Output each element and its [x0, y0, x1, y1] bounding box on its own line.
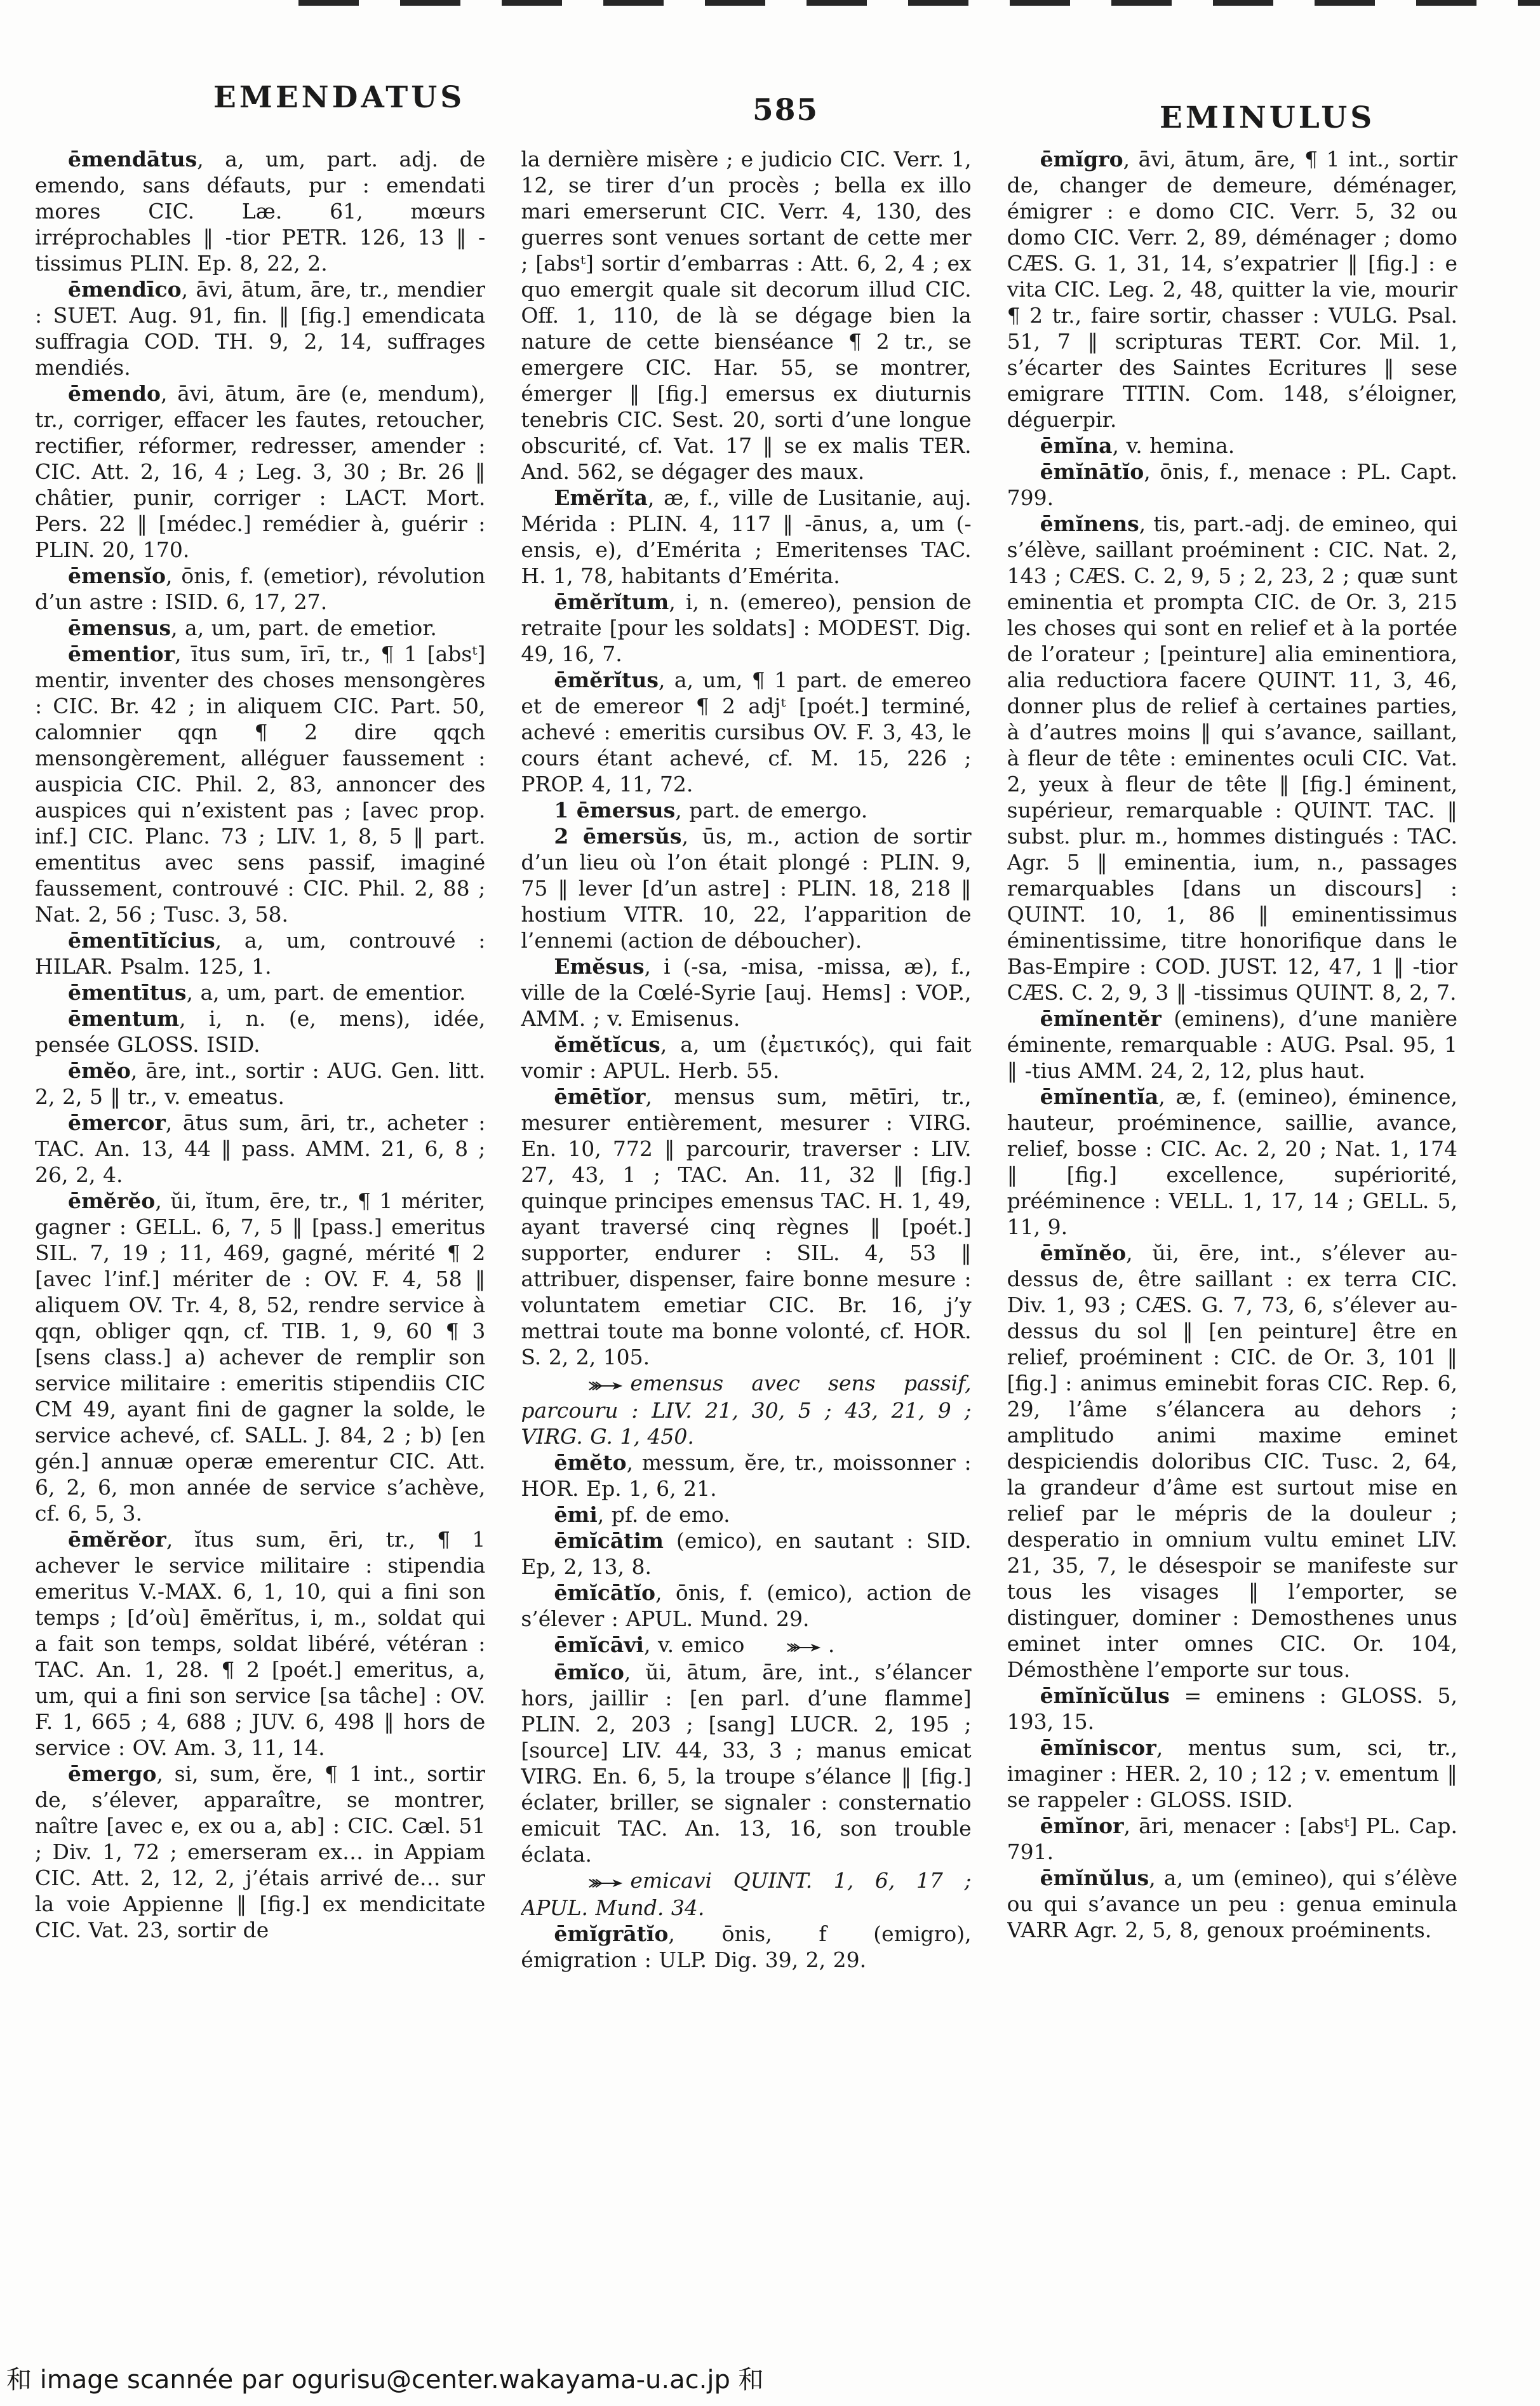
- entry-text: , mensus sum, mētīri, tr., mesurer entièrement, mesurer : VIRG. En. 10, 772 ‖ parcourir, traverser : LIV. 27, 43, 1 ; TAC. An. 11, 32 ‖ [fig.] quinque principes emensus TAC. H. 1, 49, ayant traversé cinq règnes ‖ [poét.] supporter, endurer : SIL. 4, 53 ‖ attribuer, dispenser, faire bonne mesure : voluntatem emetiar CIC. Br. 16, j’y mettrai toute ma bonne volonté, cf. HOR. S. 2, 2, 105.: [521, 1084, 972, 1369]
- headword: ēmĭnentĕr: [1040, 1006, 1162, 1031]
- headword: Emĕsus: [554, 954, 645, 979]
- dictionary-entry: [521, 797, 971, 823]
- dictionary-entry: [1007, 146, 1457, 433]
- derivation-arrow-icon: [753, 1633, 822, 1659]
- entry-text: , ūs, m., action de sortir d’un lieu où l’on était plongé : PLIN. 9, 75 ‖ lever [d’un astre] : PLIN. 18, 218 ‖ hostium VITR. 10, 22, l’apparition de l’ennemi (action de déboucher).: [521, 824, 972, 953]
- entry-text: , ŭi, ātum, āre, int., s’élancer hors, jaillir : [en parl. d’une flamme] PLIN. 2, 203 ; [sang] LUCR. 2, 195 ; [source] LIV. 44, 33, 3 ; manus emicat VIRG. En. 6, 5, la troupe s’élance ‖ [fig.] éclater, briller, se signaler : consternatio emicuit TAC. An. 13, 16, son trouble éclata.: [521, 1660, 972, 1867]
- headword: 1 ēmersus: [554, 798, 676, 823]
- entry-text: , tis, part.-adj. de emineo, qui s’élève, saillant proéminent : CIC. Nat. 2, 143 ; CÆS. C. 2, 9, 5 ; 2, 23, 2 ; quæ sunt eminentia et prompta CIC. de Or. 3, 215 les choses qui sont en relief et à la portée de l’orateur ; [peinture] alia eminentiora, alia reductiora facere QUINT. 11, 3, 46, donner plus de relief à certaines parties, à d’autres moins ‖ qui s’avance, saillant, à fleur de tête : eminentes oculi CIC. Vat. 2, yeux à fleur de tête ‖ [fig.] éminent, supérieur, remarquable : QUINT. TAC. ‖ subst. plur. m., hommes distingués : TAC. Agr. 5 ‖ eminentia, ium, n., passages remarquables [dans un discours] : QUINT. 10, 1, 86 ‖ eminentissimus éminentissime, titre honorifique dans le Bas-Empire : COD. JUST. 12, 47, 1 ‖ -tior CÆS. C. 2, 9, 3 ‖ -tissimus QUINT. 8, 2, 7.: [1007, 511, 1457, 1005]
- page-footer: [6, 2360, 764, 2396]
- dictionary-entry: [521, 589, 971, 667]
- headword: ēmĭnŭlus: [1040, 1865, 1149, 1890]
- headword: ēmĕrĕo: [68, 1188, 156, 1213]
- headword: ēmi: [554, 1502, 598, 1527]
- headword: ēmĭnĕo: [1040, 1240, 1127, 1265]
- entry-text: , i, n. (emereo), pension de retraite [pour les soldats] : MODEST. Dig. 49, 16, 7.: [521, 589, 972, 666]
- scan-credit: 和 image scannée par ogurisu@center.wakayama-u.ac.jp 和: [6, 2365, 764, 2395]
- dictionary-entry: [35, 146, 485, 276]
- headword: ēmergo: [68, 1761, 157, 1786]
- derived-forms-note: [521, 1370, 971, 1449]
- headword: ēmĭcātĭo: [554, 1580, 656, 1605]
- headword: ēmĕrĭtus: [554, 668, 659, 692]
- entry-text: la dernière misère ; e judicio CIC. Verr. 1, 12, se tirer d’un procès ; bella ex illo mari emerserunt CIC. Verr. 4, 130, des guerres sont venues sortant de cette mer ; [absᵗ] sortir d’embarras : Att. 6, 2, 4 ; ex quo emergit quale sit decorum illud CIC. Off. 1, 110, de là se dégage bien la nature de cette bienséance ¶ 2 tr., se emergere CIC. Har. 55, se montrer, émerger ‖ [fig.] emersus ex diuturnis tenebris CIC. Sest. 20, sorti d’une longue obscurité, cf. Vat. 17 ‖ se ex malis TER. And. 562, se dégager des maux.: [521, 147, 972, 484]
- entry-text: = eminens : GLOSS. 5, 193, 15.: [1007, 1683, 1457, 1734]
- dictionary-entry: [521, 1659, 971, 1867]
- entry-text: , āre, int., sortir : AUG. Gen. litt. 2, 2, 5 ‖ tr., v. emeatus.: [35, 1058, 486, 1109]
- headword: ēmĭgro: [1040, 147, 1123, 171]
- dictionary-entry: [521, 823, 971, 953]
- headword: ēmĕrĭtum: [554, 589, 669, 614]
- entry-text: , ōnis, f. (emico), action de s’élever : APUL. Mund. 29.: [521, 1580, 972, 1631]
- headword: ēmĕrĕor: [68, 1527, 166, 1552]
- entry-text: , a, um, part. adj. de emendo, sans défauts, pur : emendati mores CIC. Læ. 61, mœurs irréprochables ‖ -tior PETR. 126, 13 ‖ -tissimus PLIN. Ep. 8, 22, 2.: [35, 147, 486, 276]
- dictionary-entry: [521, 953, 971, 1032]
- headword: ēmĭnens: [1040, 511, 1139, 536]
- dictionary-entry: [521, 667, 971, 797]
- entry-text: , ĭtus sum, ēri, tr., ¶ 1 achever le service militaire : stipendia emeritus V.-MAX. 6, 1, 10, qui a fini son temps ; [d’où] ēmĕrĭtus, i, m., soldat qui a fait son temps, soldat libéré, vétéran : TAC. An. 1, 28. ¶ 2 [poét.] emeritus, a, um, qui a fini son service [sa tâche] : OV. F. 1, 665 ; 4, 688 ; JUV. 6, 498 ‖ hors de service : OV. Am. 3, 11, 14.: [35, 1527, 486, 1760]
- dictionary-entry: [1007, 1813, 1457, 1865]
- derivation-arrow-icon: [555, 1371, 624, 1397]
- dictionary-entry: [521, 485, 971, 589]
- dictionary-entry: [1007, 1683, 1457, 1735]
- dictionary-entry: [35, 979, 485, 1005]
- entry-text: , ōnis, f., menace : PL. Capt. 799.: [1007, 459, 1457, 510]
- headword: ēmĕo: [68, 1058, 131, 1083]
- entry-text: , i (-sa, -misa, -missa, æ), f., ville de la Cœlé-Syrie [auj. Hems] : VOP., AMM. ; v. Emisenus.: [521, 954, 972, 1031]
- headword: ēmĭnātĭo: [1040, 459, 1144, 484]
- dictionary-entry: [35, 927, 485, 979]
- dictionary-entry: [35, 276, 485, 380]
- entry-text: (emico), en sautant : SID. Ep, 2, 13, 8.: [521, 1528, 972, 1579]
- headword: ēmĭco: [554, 1660, 624, 1684]
- entry-text: , a, um, part. de emetior.: [171, 615, 437, 640]
- headword: ēmĭnentĭa: [1040, 1084, 1159, 1109]
- entry-text: , mentus sum, sci, tr., imaginer : HER. 2, 10 ; 12 ; v. ementum ‖ se rappeler : GLOSS. ISID.: [1007, 1735, 1457, 1812]
- dictionary-entry: [1007, 1735, 1457, 1813]
- dictionary-entry: [1007, 1240, 1457, 1683]
- headword: ēmercor: [68, 1110, 166, 1135]
- entry-text: , a, um, controuvé : HILAR. Psalm. 125, 1.: [35, 928, 486, 979]
- entry-text: , messum, ĕre, tr., moissonner : HOR. Ep. 1, 6, 21.: [521, 1450, 972, 1501]
- entry-text: , si, sum, ĕre, ¶ 1 int., sortir de, s’élever, apparaître, se montrer, naître [avec e, ex ou a, ab] : CIC. Cæl. 51 ; Div. 1, 72 ; emerseram ex… in Appiam CIC. Att. 2, 12, 2, j’étais arrivé de… sur la voie Appienne ‖ [fig.] ex mendicitate CIC. Vat. 23, sortir de: [35, 1761, 486, 1942]
- entry-text: , āvi, ātum, āre, tr., mendier : SUET. Aug. 91, fin. ‖ [fig.] emendicata suffragia COD. TH. 9, 2, 14, suffrages mendiés.: [35, 277, 486, 380]
- page-header: [0, 0, 1540, 146]
- column-1: [35, 146, 485, 2268]
- entry-text: , āvi, ātum, āre, ¶ 1 int., sortir de, changer de demeure, déménager, émigrer : e domo CIC. Verr. 5, 32 ou domo CIC. Verr. 2, 89, déménager ; domo CÆS. G. 1, 31, 14, s’expatrier ‖ [fig.] : e vita CIC. Leg. 2, 48, quitter la vie, mourir ¶ 2 tr., faire sortir, chasser : VULG. Psal. 51, 7 ‖ scripturas TERT. Cor. Mil. 1, s’écarter des Saintes Ecritures ‖ sese emigrare TITIN. Com. 148, s’éloigner, déguerpir.: [1007, 147, 1457, 432]
- headword: ēmĭnĭcŭlus: [1040, 1683, 1170, 1708]
- headword: ēmĭna: [1040, 433, 1113, 458]
- dictionary-entry: [35, 1005, 485, 1058]
- dictionary-entry: [521, 1580, 971, 1632]
- column-2: [521, 146, 971, 2268]
- dictionary-entry: [521, 1528, 971, 1580]
- dictionary-entry: [521, 1502, 971, 1528]
- entry-text: emicavi QUINT. 1, 6, 17 ; APUL. Mund. 34.: [521, 1868, 972, 1920]
- dictionary-entry: [35, 1188, 485, 1526]
- entry-text: , ōnis, f. (emetior), révolution d’un astre : ISID. 6, 17, 27.: [35, 563, 486, 614]
- column-3: [1007, 146, 1457, 2268]
- entry-text: , ātus sum, āri, tr., acheter : TAC. An. 13, 44 ‖ pass. AMM. 21, 6, 8 ; 26, 2, 4.: [35, 1110, 486, 1187]
- dictionary-entry: [1007, 511, 1457, 1005]
- dictionary-entry: [35, 1058, 485, 1110]
- entry-text: , āri, menacer : [absᵗ] PL. Cap. 791.: [1007, 1813, 1457, 1864]
- dictionary-entry: [35, 1761, 485, 1943]
- dictionary-entry: [35, 641, 485, 927]
- dictionary-entry: [1007, 433, 1457, 459]
- entry-text: , v. hemina.: [1112, 433, 1235, 458]
- headword: ēmensus: [68, 615, 171, 640]
- headword: ēmensĭo: [68, 563, 166, 588]
- headword: ēmĕto: [554, 1450, 627, 1475]
- entry-text: , v. emico: [643, 1632, 752, 1657]
- headword: ēmendīco: [68, 277, 182, 302]
- dictionary-entry: [35, 380, 485, 563]
- entry-text: , ōnis, f (emigro), émigration : ULP. Dig. 39, 2, 29.: [521, 1921, 972, 1972]
- columns: [35, 146, 1457, 2268]
- headword: ēmendātus: [68, 147, 198, 171]
- dictionary-entry: [521, 1032, 971, 1084]
- headword: ēmentum: [68, 1006, 180, 1031]
- entry-text: , a, um, part. de ementior.: [186, 980, 466, 1005]
- dictionary-entry: [521, 1449, 971, 1502]
- headword: ēmentior: [68, 642, 175, 666]
- entry-text: emensus avec sens passif, parcouru : LIV. 21, 30, 5 ; 43, 21, 9 ; VIRG. G. 1, 450.: [521, 1371, 972, 1449]
- dictionary-entry: [1007, 1865, 1457, 1943]
- dictionary-entry: [35, 615, 485, 641]
- entry-text: , ītus sum, īrī, tr., ¶ 1 [absᵗ] mentir, inventer des choses mensongères : CIC. Br. 42 ; in aliquem CIC. Part. 50, calomnier qqn ¶ 2 dire qqch mensongèrement, alléguer faussement : auspicia CIC. Phil. 2, 83, annoncer des auspices qui n’existent pas ; [avec prop. inf.] CIC. Planc. 73 ; LIV. 1, 8, 5 ‖ part. ementitus avec sens passif, imaginé faussement, controuvé : CIC. Phil. 2, 88 ; Nat. 2, 56 ; Tusc. 3, 58.: [35, 642, 486, 927]
- headword: 2 ēmersŭs: [554, 824, 682, 849]
- headword: ĕmĕtĭcus: [554, 1032, 660, 1057]
- headword: ēmendo: [68, 381, 161, 406]
- entry-text: , æ, f. (emineo), éminence, hauteur, proéminence, saillie, avance, relief, bosse : CIC. Ac. 2, 20 ; Nat. 1, 174 ‖ [fig.] excellence, supériorité, prééminence : VELL. 1, 17, 14 ; GELL. 5, 11, 9.: [1007, 1084, 1457, 1239]
- dictionary-entry: [1007, 1084, 1457, 1240]
- dictionary-entry: [1007, 1005, 1457, 1084]
- dictionary-entry: [521, 146, 971, 485]
- derived-forms-note: [521, 1632, 971, 1659]
- entry-text: , pf. de emo.: [597, 1502, 730, 1527]
- entry-text: , ŭi, ĭtum, ēre, tr., ¶ 1 mériter, gagner : GELL. 6, 7, 5 ‖ [pass.] emeritus SIL. 7, 19 ; 11, 469, gagné, mérité ¶ 2 [avec l’inf.] mériter de : OV. F. 4, 58 ‖ aliquem OV. Tr. 4, 8, 52, rendre service à qqn, obliger qqn, cf. TIB. 1, 9, 60 ¶ 3 [sens class.] a) achever de remplir son service militaire : emeritis stipendiis CIC CM 49, ayant fini de gagner la solde, le service achevé, cf. SALL. J. 84, 2 ; b) [en gén.] annuæ operæ emerentur CIC. Att. 6, 2, 6, mon année de service s’achève, cf. 6, 5, 3.: [35, 1188, 486, 1526]
- dictionary-entry: [35, 563, 485, 615]
- dictionary-entry: [521, 1921, 971, 1973]
- headword: ēmĭcāvi: [554, 1632, 644, 1657]
- header-right-keyword: EMINULUS: [1160, 100, 1376, 135]
- entry-text: , a, um, ¶ 1 part. de emereo et de emereor ¶ 2 adjᵗ [poét.] terminé, achevé : emeritis cursibus OV. F. 3, 43, le cours étant achevé, cf. M. 15, 226 ; PROP. 4, 11, 72.: [521, 668, 972, 796]
- entry-text: , i, n. (e, mens), idée, pensée GLOSS. ISID.: [35, 1006, 486, 1057]
- page-number: 585: [753, 93, 819, 128]
- dictionary-entry: [35, 1526, 485, 1761]
- headword: ēmĭniscor: [1040, 1735, 1156, 1760]
- dictionary-entry: [35, 1110, 485, 1188]
- headword: ēmĭgrātĭo: [554, 1921, 669, 1946]
- entry-text: , āvi, ātum, āre (e, mendum), tr., corriger, effacer les fautes, retoucher, rectifier, réformer, redresser, amender : CIC. Att. 2, 16, 4 ; Leg. 3, 30 ; Br. 26 ‖ châtier, punir, corriger : LACT. Mort. Pers. 22 ‖ [médec.] remédier à, guérir : PLIN. 20, 170.: [35, 381, 486, 562]
- derived-forms-note: [521, 1867, 971, 1921]
- headword: ēmentītĭcius: [68, 928, 215, 953]
- headword: ēmĭnor: [1040, 1813, 1124, 1838]
- derivation-arrow-icon: [555, 1869, 624, 1895]
- entry-text: , æ, f., ville de Lusitanie, auj. Mérida : PLIN. 4, 117 ‖ -ānus, a, um (-ensis, e), d’Emérita ; Emeritenses TAC. H. 1, 78, habitants d’Emérita.: [521, 485, 972, 588]
- headword: ēmentītus: [68, 980, 187, 1005]
- header-left-keyword: EMENDATUS: [213, 80, 465, 115]
- entry-text: (eminens), d’une manière éminente, remarquable : AUG. Psal. 95, 1 ‖ -tius AMM. 24, 2, 12, plus haut.: [1007, 1006, 1457, 1083]
- entry-text: , part. de emergo.: [675, 798, 868, 823]
- headword: ēmētĭor: [554, 1084, 646, 1109]
- dictionary-entry: [521, 1084, 971, 1370]
- headword: Emĕrĭta: [554, 485, 648, 510]
- headword: ēmĭcātim: [554, 1528, 664, 1553]
- dictionary-entry: [1007, 459, 1457, 511]
- entry-text: , ŭi, ēre, int., s’élever au-dessus de, être saillant : ex terra CIC. Div. 1, 93 ; CÆS. G. 7, 73, 6, s’élever au-dessus du sol ‖ [en peinture] être en relief, proéminent : CIC. de Or. 3, 101 ‖ [fig.] : animus eminebit foras CIC. Rep. 6, 29, l’âme s’élancera au dehors ; amplitudo animi maxime eminet despiciendis doloribus CIC. Tusc. 2, 64, la grandeur d’âme est surtout mise en relief par le mépris de la douleur ; desperatio in omnium vultu eminet LIV. 21, 35, 7, le désespoir se manifeste sur tous les visages ‖ l’emporter, se distinguer, dominer : Demosthenes unus eminet inter omnes CIC. Or. 104, Démosthène l’emporte sur tous.: [1007, 1240, 1457, 1682]
- entry-text: , a, um (ἐμετικός), qui fait vomir : APUL. Herb. 55.: [521, 1032, 972, 1083]
- entry-text: , a, um (emineo), qui s’élève ou qui s’avance un peu : genua eminula VARR Agr. 2, 5, 8, genoux proéminents.: [1007, 1865, 1457, 1942]
- entry-text-tail: .: [827, 1632, 835, 1657]
